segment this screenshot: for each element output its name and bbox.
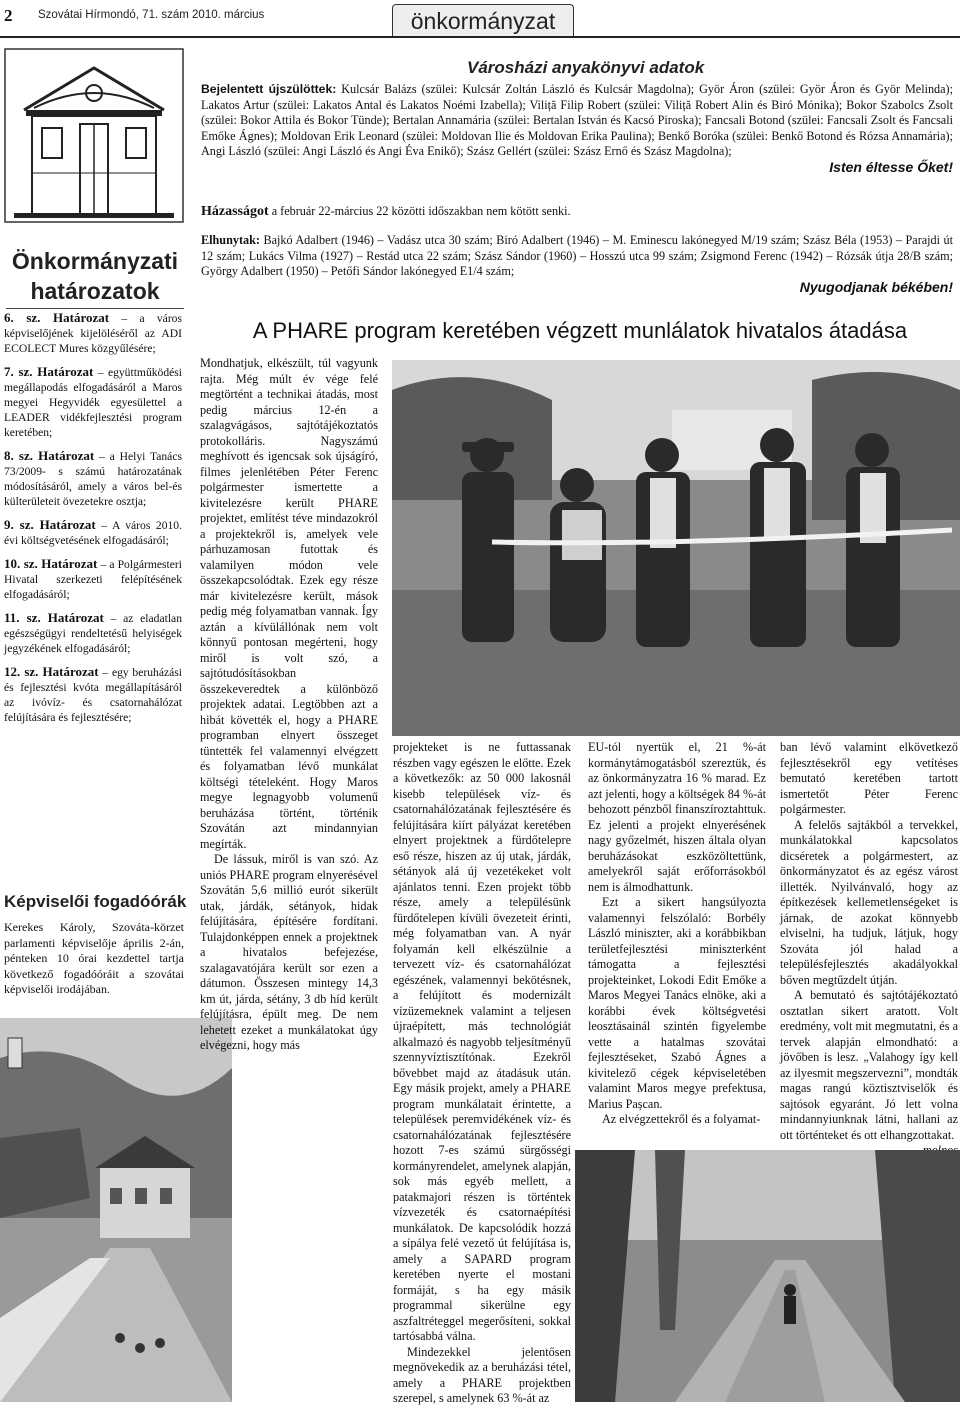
forest-walkway-photo [575, 1150, 960, 1402]
article-paragraph: A bemutató és sajtótájékoztató osztatlan sikert aratott. Volt eredmény, volt mit megmutatni, és a tervek alapján elmondható: a jövőben is lesz. „Valahogy így kell az ilyesmit megszervezni”, mondták magas rangú köztisztviselők és sajtósok egyaránt. Jó lett volna mindannyiunknak látni, hallani az ott történteket és ott elhangzottakat. [780, 988, 958, 1142]
article-paragraph: Mondhatjuk, elkészült, túl vagyunk rajta. Még múlt év vége felé megtörtént a technikai átadás, most pedig március 12-én a szalagvágásos, sajtótájékoztatós protokolláris. Nagyszámú meghívott és igencsak sok újságíró, filmes jelenlétében Péter Ferenc polgármester ismertette a kivitelezésre került PHARE projektet, említést téve mindazokról a projektekről is, amelyek vele párhuzamosan futottak és valamilyen módon vele összekapcsolódtak. Ezek egy része már kivitelezésre került, mások pedig még folyamatban vannak. Így aztán a kívülállónak nem volt könnyű pontosan megérteni, hogy miről is volt szó, a sajtótudósításokban összekeveredtek a különböző projektek adatai. Legtöbben azt a hibát követték el, hogy a PHARE programban elnyert összeget tüntették fel valamennyi elvégzett és folyamatban lévő munkálat költségi tételeként. Hogy Maros megye legnagyobb volumenű beruházása történt, történik Szovátán azt mindannyian megírták. [200, 356, 378, 851]
publication-info: Szovátai Hírmondó, 71. szám 2010. március [38, 9, 265, 21]
registry-heading: Városházi anyakönyvi adatok [467, 58, 705, 77]
deaths-text: Bajkó Adalbert (1946) – Vadász utca 30 szám; Biró Adalbert (1946) – M. Eminescu lakónegyed M/19 szám; Szász Béla (1953) – Parajdi út 12 szám; Lukács Vilma (1927) – Restád utca 22 szám; Szász Sándor (1960) – Hosszú utca 99 szám; Zsigmond Ferenc (1942) – Rózsák útja 28/B szám; György Adalbert (1950) – Petőfi Sándor lakónegyed E1/4 szám; [201, 233, 954, 279]
resolution-item [4, 556, 182, 602]
ribbon-cutting-photo [392, 360, 960, 736]
resolution-number: 9. sz. Határozat [4, 517, 96, 532]
article-paragraph: Ezt a sikert hangsúlyozta valamennyi felszólaló: Borbély László miniszter, aki a korábbikban területfejlesztési miniszterként támogatta a fejlesztési projekteinket, Lokodi Edit Emőke a Maros Megyei Tanács elnöke, aki a korábbi évek költségvetési leosztásainál szintén figyelembe vette a hatalmas szovátai fejlesztéseket, Szabó Ágnes a kivitelező cégek képviseletében valamint Maros megye prefektusa, Marius Pașcan. [588, 895, 766, 1111]
deaths-sign: Nyugodjanak békében! [799, 278, 953, 295]
resolution-item [4, 448, 182, 509]
office-hours-text: Kerekes Károly, Szováta-körzet parlamenti képviselője április 2-án, pénteken 10 órai kezdettel tartja következő fogadóóráit a szovátai képviselői irodájában. [4, 920, 184, 997]
article-paragraph: De lássuk, miről is van szó. Az uniós PHARE program elnyerésével Szovátán 5,6 millió eurót sikerült utak, járdák, sétányok, hidak felújítására, építésére fordítani. Tulajdonképpen ennek a projektnek a hivatalos befejezése, szalagavatójára került sor ezen a dátumon. Összesen mintegy 14,3 km út, járda, sétány, 3 db híd került felújításra, épült meg. De nem lehetett ezeket a munkálatokat úgy elvégezni, hogy más [200, 852, 378, 1052]
resolution-number: 11. sz. Határozat [4, 610, 104, 625]
births-block [201, 82, 953, 176]
deaths-block [201, 233, 953, 295]
divider [6, 308, 184, 309]
town-street-photo [0, 1018, 232, 1402]
section-label: önkormányzat [392, 4, 574, 37]
resolution-text: – a Polgármesteri Hivatal szerkezeti felépítésének elfogadásáról; [4, 558, 182, 601]
resolution-text: – egy beruházási és fejlesztési kvóta megállapításáról az ivóvíz- és csatornahálózat felújítására és fejlesztésére; [4, 666, 183, 724]
article-paragraph: Az elvégzettekről és a folyamat- [602, 1112, 761, 1126]
article-column-4 [780, 740, 958, 1159]
births-label: Bejelentett újszülöttek: [201, 82, 337, 96]
article-column-1 [200, 356, 378, 1054]
resolution-item [4, 610, 182, 656]
resolution-number: 7. sz. Határozat [4, 364, 94, 379]
article-paragraph: EU-tól nyertük el, 21 %-át kormánytámogatásból szereztük, és az önkormányzatra 16 % marad. Ez azt jelenti, hogy a költségek 84 %-át behozott pénzből finanszíroztahttuk. Ez jelenti a projekt elnyerésének nagy győzelmét, hiszen általa olyan beruházásokat eszközöltettünk, amelyekről saját erőforrásokból nem is álmodhattunk. [588, 740, 766, 894]
resolutions-heading-line2: határozatok [30, 278, 160, 304]
resolution-item [4, 364, 182, 440]
article-column-2 [393, 740, 571, 1407]
office-hours-heading: Képviselői fogadóórák [4, 892, 187, 911]
births-sign: Isten éltesse Őket! [829, 158, 953, 175]
resolutions-heading-line1: Önkormányzati [11, 248, 179, 274]
page-number: 2 [4, 6, 13, 25]
resolution-number: 8. sz. Határozat [4, 448, 95, 463]
resolution-number: 10. sz. Határozat [4, 556, 98, 571]
resolution-text: – együttműködési megállapodás elfogadásáról a Maros megyei Hegyvidék egyesülettel a LEADER vidékfejlesztési program keretében; [4, 366, 183, 439]
resolution-text: – a Helyi Tanács 73/2009- s számú határozatának módosításáról, amely a város bel-és külterületeit övezetekre osztja; [4, 450, 182, 508]
resolution-item [4, 310, 182, 356]
resolution-text: – a város képviselőjének kijelöléséről az ADI ECOLECT Mures közgyűlésére; [4, 312, 182, 355]
left-column [0, 40, 190, 1040]
article-paragraph: projekteket is ne futtassanak részben vagy egészen le előtte. Ezek a következők: az 50 000 lakosnál kisebb települések víz- és csatornahálózatának fejlesztésére és felújítására kiírt pályázat keretében elnyert projektnek a fürdőtelepre eső része, hiszen az új utak, járdák, sétányok alá új vezetékeket volt ajánlatos tenni. Ezen projekt több része, amely a településünk fürdőtelepen kívüli övezeteit érinti, még folyamatban van. A nyár folyamán kell elkészülnie a tervezett víz- és csatornahálózat egészének, valamennyi bekötésnek, a felújított és modernizált vízüzemeknek valamint a teljesen újraépített, más technológiát alkalmazó és nagyobb teljesítményű szennyvíztisztítónak. Ezekről bővebbet majd az átadásuk után. Egy másik projekt, amely a PHARE program munkálatait érintette, a települések peremvidékének víz- és csatornahálózatának fejlesztésére hozott 7-es számú sürgősségi kormányrendelet, amelynek alapján, sok más egyéb mellett, a patakmajori részen is történtek vízvezeték és csatornaépítési munkálatok. De kapcsolódik hozzá a sípálya felé vezető út felújítása is, amely a SAPARD program keretében nyerte el mostani formáját, s ha egy másik programmal sikerülne egy aszfaltréteggel megerősíteni, sokkal tartósabbá válna. [393, 740, 571, 1343]
article-column-3 [588, 740, 766, 1128]
header-rule [0, 36, 960, 38]
resolution-list [4, 310, 182, 733]
resolution-item [4, 517, 182, 548]
townhall-logo [4, 48, 184, 223]
marriage-label: Házasságot [201, 204, 269, 219]
deaths-label: Elhunytak: [201, 233, 260, 247]
marriage-block [201, 204, 953, 220]
resolution-item [4, 664, 182, 725]
article-paragraph: Mindezekkel jelentősen megnövekedik az a beruházási tétel, amely a PHARE projektben szerepel, s amelynek 63 %-át az [393, 1344, 571, 1405]
resolution-text: – az eladatlan egészségügyi rendeltetésű helyiségek jegyzékének elfogadásáról; [4, 612, 182, 655]
births-text: Kulcsár Balázs (szülei: Kulcsár Zoltán László és Kulcsár Magdolna); Györ Áron (szülei: Györ Áron és Györ Melinda); Lakatos Artur (szülei: Lakatos Antal és Lakatos Noémi Izabella); Viliță Filip Robert (szülei: Viliță Robert Alin és Biró Mónika); Bokor Szabolcs Zsolt (szülei: Bokor Attila és Bokor Tünde); Bertalan Annamária (szülei: Bertalan István és Kacsó Piroska); Fancsali Botond (szülei: Fancsali Zsolt és Fancsali Emőke Ágnes); Moldovan Erik Leonard (szülei: Moldovan Ilie és Moldovan Erika Paulina); Benkő Boróka (szülei: Benkő Botond és Rózsa Annamária); Angi László (szülei: Angi László és Angi Éva Enikő); Szász Gellért (szülei: Szász Ernő és Szász Magdolna); [201, 82, 954, 159]
marriage-text: a február 22-március 22 közötti időszakban nem kötött senki. [271, 204, 571, 218]
article-paragraph: A felelős sajtákból a tervekkel, munkálatokkal kapcsolatos dicséretek a polgármestert, az önkormányzatot és az egész várost illették. Nyilvánvaló, hogy az építkezések kellemetlenségeket is járnak, de azokat könnyebb elviselni, ha tudjuk, látjuk, hogy Szováta jól halad a településfejlesztés akadályokkal bőven megtűzdelt útján. [780, 817, 958, 987]
article-paragraph: ban lévő valamint elkövetkező fejlesztésekről egy vetítéses bemutató keretében tartott ismertetőt Péter Ferenc polgármester. [780, 740, 958, 816]
resolution-text: – A város 2010. évi költségvetésének elfogadásáról; [4, 519, 182, 547]
article-title: A PHARE program keretében végzett munlálatok hivatalos átadása [252, 318, 908, 343]
resolution-number: 12. sz. Határozat [4, 664, 99, 679]
resolutions-heading [0, 246, 190, 306]
resolution-number: 6. sz. Határozat [4, 310, 110, 325]
